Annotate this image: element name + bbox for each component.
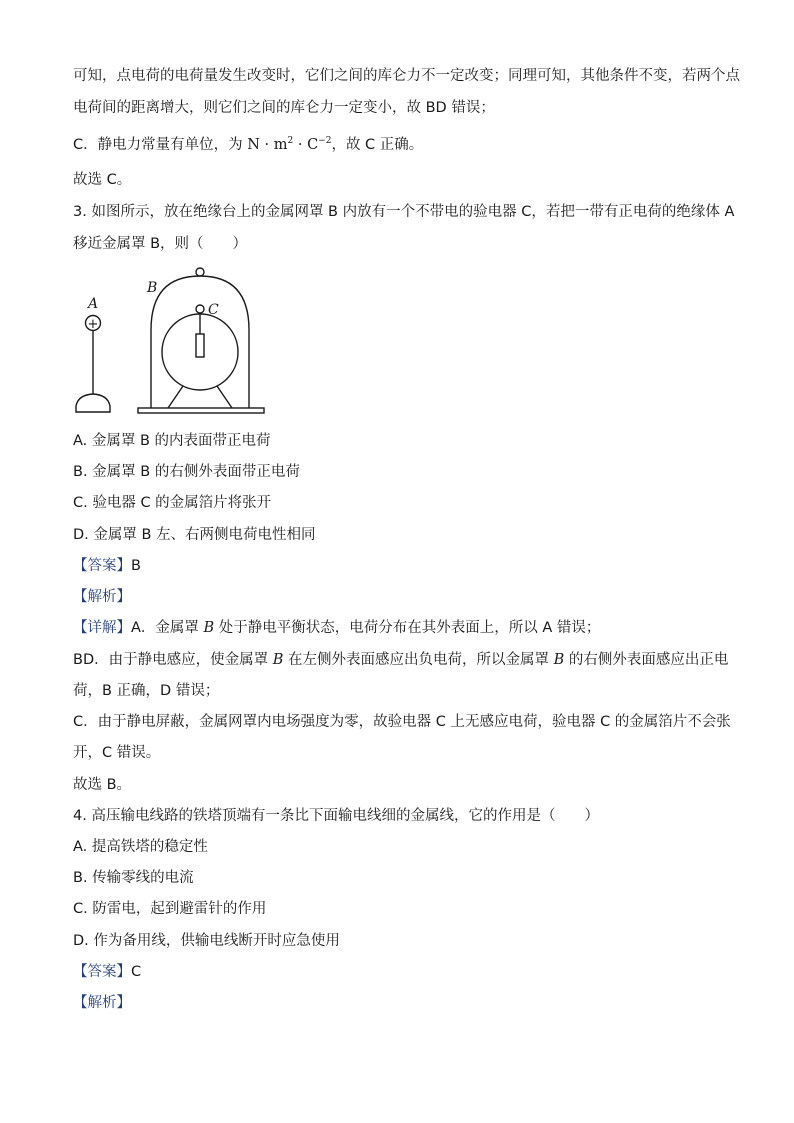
prev-c-suffix: ，故 C 正确。: [331, 137, 424, 153]
q3-option-d: D. 金属罩 B 左、右两侧电荷电性相同: [73, 527, 316, 543]
q4-analysis-tag: 【解析】: [73, 995, 131, 1011]
detail-tag: 【详解】: [73, 620, 131, 636]
answer-tag: 【答案】: [73, 558, 131, 574]
q3-detail-c-line-1: C．由于静电屏蔽，金属网罩内电场强度为零，故验电器 C 上无感应电荷，验电器 C 的金属箔片不会张: [73, 714, 731, 730]
insulating-platform: [138, 408, 264, 413]
prev-explanation-line-2: 电荷间的距离增大，则它们之间的库仑力一定变小，故 BD 错误；: [73, 100, 495, 116]
prev-option-c-explanation: C．静电力常量有单位，为 $N \cdot m^2 \cdot C^{-2}$，故 C 正确。: [73, 136, 424, 153]
q3-detail-a: 【详解】A．金属罩 B 处于静电平衡状态，电荷分布在其外表面上，所以 A 错误；: [73, 620, 601, 636]
q3-stem-line-1: 3. 如图所示，放在绝缘台上的金属网罩 B 内放有一个不带电的验电器 C，若把一带有正电荷的绝缘体 A: [73, 204, 735, 220]
unit-n: N: [247, 137, 260, 153]
q4-answer: 【答案】C: [73, 964, 142, 980]
electroscope-leg-right: [217, 386, 232, 408]
electroscope-leg-left: [168, 386, 183, 408]
prev-conclusion: 故选 C。: [73, 172, 132, 188]
answer-value: B: [131, 558, 141, 574]
q3-analysis-tag: 【解析】: [73, 589, 131, 605]
electroscope-knob: [196, 305, 204, 313]
q4-stem: 4. 高压输电线路的铁塔顶端有一条比下面输电线细的金属线，它的作用是（ ）: [73, 808, 599, 824]
unit-m: m: [273, 137, 288, 153]
label-a: A: [88, 296, 99, 312]
electroscope-figure: [70, 262, 340, 422]
unit-m-exponent: 2: [287, 136, 294, 146]
q4-option-a: A. 提高铁塔的稳定性: [73, 839, 208, 855]
stand-base-a: [76, 394, 110, 412]
q4-option-d: D. 作为备用线，供输电线断开时应急使用: [73, 933, 340, 949]
q3-conclusion: 故选 B。: [73, 777, 132, 793]
q3-stem-line-2: 移近金属罩 B，则（ ）: [73, 236, 248, 252]
prev-explanation-line-1: 可知，点电荷的电荷量发生改变时，它们之间的库仑力不一定改变；同理可知，其他条件不变，若两个点: [73, 68, 740, 84]
q3-option-c: C. 验电器 C 的金属箔片将张开: [73, 495, 272, 511]
q3-option-b: B. 金属罩 B 的右侧外表面带正电荷: [73, 464, 300, 480]
q3-detail-bd-line-2: 荷，B 正确，D 错误；: [73, 683, 220, 699]
unit-c: C: [307, 137, 319, 153]
unit-c-exponent: −2: [318, 136, 332, 146]
metal-foil: [196, 334, 204, 357]
q4-option-c: C. 防雷电，起到避雷针的作用: [73, 901, 267, 917]
q3-option-a: A. 金属罩 B 的内表面带正电荷: [73, 433, 271, 449]
metal-cage-b: [151, 276, 249, 408]
q4-option-b: B. 传输零线的电流: [73, 870, 194, 886]
prev-c-prefix: C．静电力常量有单位，为: [73, 137, 248, 153]
label-c: C: [208, 302, 219, 318]
q3-detail-bd-line-1: BD．由于静电感应，使金属罩 B 在左侧外表面感应出负电荷，所以金属罩 B 的右侧外表面感应出正电: [73, 652, 729, 668]
q3-detail-c-line-2: 开，C 错误。: [73, 745, 161, 761]
q3-answer: [73, 556, 141, 576]
cage-top-knob: [196, 268, 204, 276]
plus-sign: +: [87, 317, 99, 332]
label-b: B: [147, 280, 158, 296]
